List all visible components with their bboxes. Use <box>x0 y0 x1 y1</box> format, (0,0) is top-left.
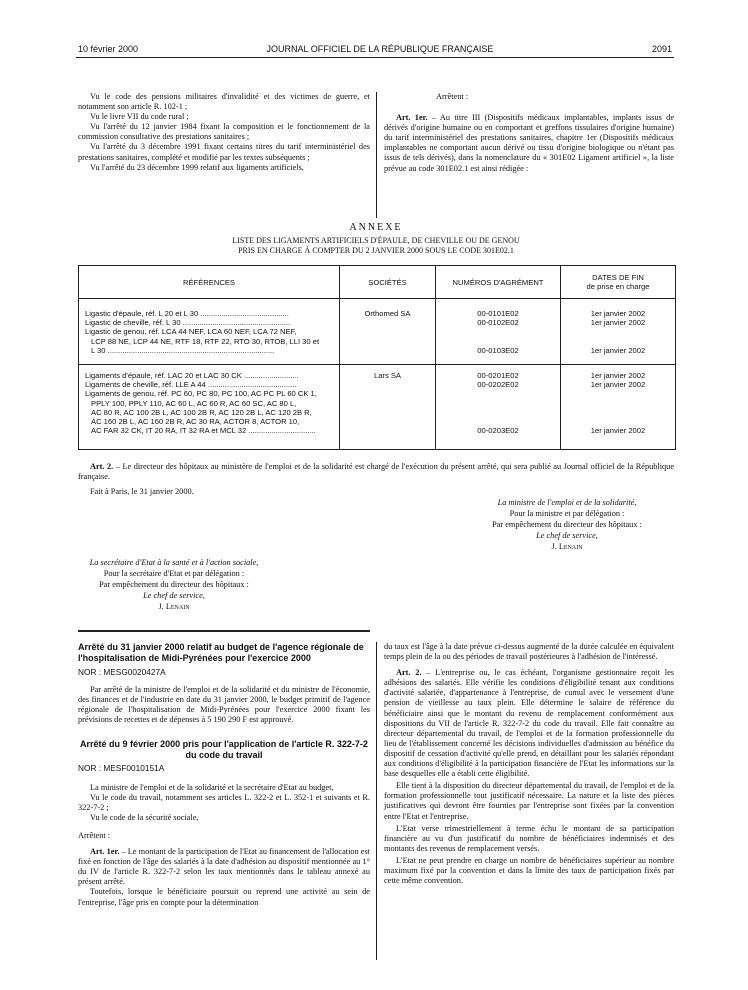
arrete2-article-2 <box>384 668 674 779</box>
visa-line: Vu le livre VII du code rural ; <box>90 112 189 122</box>
table-row <box>79 365 676 450</box>
top-right-article <box>384 92 674 174</box>
sig-left-line: La secrétaire d'Etat à la santé et à l'action sociale, <box>89 558 259 567</box>
paragraph: L'Etat verse trimestriellement à terme échu le montant de sa participation financière au vu d'un justificatif du nombre de bénéficiaires indemnisés et des montants des revenus de remplacement versés. <box>384 823 674 853</box>
bottom-left-column <box>78 642 370 908</box>
reference-line: Ligastic de genou, réf. LCA 44 NEF, LCA 60 NEF, LCA 72 NEF, <box>85 327 297 337</box>
top-left-visas <box>78 92 370 173</box>
arrete1-text: Par arrêté de la ministre de l'emploi et de la solidarité et du ministre de l'économie, des finances et de l'industrie en date du 31 janvier 2000, le budget primitif de l'agence régionale de l'hospitalisation de Midi-Pyrénées pour l'exercice 2000 fixant les prévisions de recettes et de dépenses à 5 190 290 F est approuvé. <box>78 685 370 725</box>
arrete2-vu2: Vu le code de la sécurité sociale, <box>90 812 199 822</box>
arrete1-nor: NOR : MESG0020427A <box>78 667 166 677</box>
annexe-subtitle-2: PRIS EN CHARGE À COMPTER DU 2 JANVIER 2000 SOUS LE CODE 301E02.1 <box>238 246 514 255</box>
arrete2-vu1: Vu le code du travail, notamment ses articles L. 322-2 et L. 352-1 et suivants et R. 322-7-2 ; <box>78 792 370 812</box>
reference-line: Ligaments de genou, réf. PC 60, PC 80, PC 100, AC PC PL 60 CK 1, <box>85 389 317 399</box>
dates-cell <box>561 365 676 450</box>
dates-cell <box>561 299 676 365</box>
section-separator-left <box>78 630 370 632</box>
reference-line: Ligastic d'épaule, réf. L 20 et L 30 .......................................... <box>85 309 289 318</box>
visa-line: Vu l'arrêté du 3 décembre 1991 fixant certains titres du tarif interministériel des prestations sanitaires, complété et modifié par les textes subséquents ; <box>78 142 370 162</box>
numero: 00-0103E02 <box>477 345 519 355</box>
paragraph: Elle tient à la disposition du directeur départemental du travail, de l'emploi et de la formation professionnelle tout justificatif nécessaire. La nature et la liste des pièces justificatives qui devront être fournies par l'entreprise sont fixées par la convention entre l'Etat et l'entreprise. <box>384 781 674 821</box>
sig-right-line: Par empêchement du directeur des hôpitaux : <box>492 520 642 529</box>
arrete2-title: Arrêté du 9 février 2000 pris pour l'application de l'article R. 322-7-2 du code du travail <box>80 739 368 760</box>
col-header-numeros: NUMÉROS D'AGRÉMENT <box>436 266 561 299</box>
reference-line: PPLY 100, PPLY 110, AC 60 L, AC 60 R, AC 60 SC, AC 80 L, <box>91 398 297 408</box>
date-fin: 1er janvier 2002 <box>590 345 646 355</box>
reference-line: AC 160 2B L, AC 160 2B R, AC 30 RA, ACTOR 8, ACTOR 10, <box>91 416 300 426</box>
arrete2-art1-text-2: Toutefois, lorsque le bénéficiaire poursuit ou reprend une activité au sein de l'entreprise, l'âge pris en compte pour la détermination <box>78 887 370 907</box>
art1-label: Art. 1er. <box>396 113 428 123</box>
numero: 00-0201E02 <box>477 371 519 380</box>
sig-left-line: Par empêchement du directeur des hôpitaux : <box>99 580 249 589</box>
article-1 <box>384 113 674 174</box>
reference-line: Ligastic de cheville, réf. L 30 ................................................... <box>85 318 291 328</box>
reference-line: AC FAR 32 CK, IT 20 RA, IT 32 RA et MCL 32 ................................ <box>91 426 316 436</box>
annexe-title: ANNEXE <box>349 222 403 233</box>
reference-line: LCP 88 NE, LCP 44 NE, RTF 18, RTF 22, RTO 30, RTOB, LLI 30 et <box>91 336 320 346</box>
arrete2-nor: NOR : MESF0010151A <box>78 763 165 774</box>
column-divider-bottom <box>376 642 377 960</box>
date-fin: 1er janvier 2002 <box>590 426 646 436</box>
arrete1-title: Arrêté du 31 janvier 2000 relatif au budget de l'agence régionale de l'hospitalisation de Midi-Pyrénées pour l'exercice 2000 <box>78 642 364 663</box>
art1-text: – Au titre III (Dispositifs médicaux implantables, implants issus de dérivés d'origine humaine ou en comportant et greffons tissulaires d'origine humaine) du tarif interministériel des prestations sanitaires, chapitre 1er (Dispositifs médicaux implantables ne comportant aucun dérivé ou tissu d'origine biologique ou n'étant pas issus de tels dérivés), dans la nomenclature du « 301E02 Ligament artificiel », la liste prévue au code 301E02.1 est ainsi rédigée : <box>384 113 674 173</box>
reference-line: AC 80 R, AC 100 2B L, AC 100 2B R, AC 120 2B L, AC 120 2B R, <box>91 407 312 417</box>
arrete2-intro: La ministre de l'emploi et de la solidarité et la secrétaire d'Etat au budget, <box>90 782 334 792</box>
reference-line: L 30 ............................................................................... <box>91 345 275 355</box>
societe-name: Lars SA <box>373 371 401 380</box>
date-fin: 1er janvier 2002 <box>590 309 646 318</box>
references-cell <box>79 365 340 450</box>
annexe-subtitle-1: LISTE DES LIGAMENTS ARTIFICIELS D'ÉPAULE, DE CHEVILLE OU DE GENOU <box>232 236 520 245</box>
signature-right <box>460 497 674 552</box>
numero: 00-0202E02 <box>477 380 519 390</box>
sig-left-name: J. Lenain <box>158 602 190 611</box>
numeros-cell <box>436 299 561 365</box>
sig-left-line: Pour la secrétaire d'Etat et par délégation : <box>103 569 245 578</box>
sig-left-line: Le chef de service, <box>143 591 205 600</box>
bottom-right-column <box>384 642 674 886</box>
paragraph: L'Etat ne peut prendre en charge un nombre de bénéficiaires supérieur au nombre maximum fixé par la convention et dans la limite des taux de participation fixés par cette même convention. <box>384 855 674 886</box>
journal-title: JOURNAL OFFICIEL DE LA RÉPUBLIQUE FRANÇAISE <box>266 44 494 54</box>
date-fin: 1er janvier 2002 <box>590 380 646 390</box>
societe-cell <box>340 299 436 365</box>
article-2 <box>78 462 674 482</box>
column-divider-top <box>376 92 377 218</box>
visa-line: Vu l'arrêté du 12 janvier 1984 fixant la composition et le fonctionnement de la commission consultative des prestations sanitaires ; <box>78 122 370 142</box>
societe-cell <box>340 365 436 450</box>
societe-name: Orthomed SA <box>364 309 411 318</box>
visa-line: Vu l'arrêté du 23 décembre 1999 relatif aux ligaments artificiels, <box>90 162 304 172</box>
sig-right-line: La ministre de l'emploi et de la solidarité, <box>497 498 637 507</box>
art2-text: – Le directeur des hôpitaux au ministère de l'emploi et de la solidarité est chargé de l'exécution du présent arrêté, qui sera publié au Journal officiel de la République française. <box>78 462 675 482</box>
sig-right-name: J. Lenain <box>551 542 583 551</box>
references-cell <box>79 299 340 365</box>
arrete2-article-1 <box>78 847 370 887</box>
numeros-cell <box>436 365 561 450</box>
art2-label: Art. 2. <box>90 462 114 471</box>
table-row <box>79 299 676 365</box>
page-number: 2091 <box>651 44 672 54</box>
signature-left <box>56 557 292 612</box>
arrete2-art1-label: Art. 1er. <box>90 847 120 857</box>
header-date: 10 février 2000 <box>78 44 139 54</box>
dates-header-line2: de prise en charge <box>586 282 650 291</box>
reference-line: Ligaments d'épaule, réf. LAC 20 et LAC 30 CK .......................... <box>85 371 299 380</box>
article-2-block <box>78 462 674 497</box>
col-header-societes: SOCIÉTÉS <box>340 266 436 299</box>
arrete2-art2-label: Art. 2. <box>396 668 422 678</box>
numero: 00-0102E02 <box>477 318 519 328</box>
reference-line: Ligaments de cheville, réf. LLE A 44 .......................................... <box>85 380 297 390</box>
fait-a-paris: Fait à Paris, le 31 janvier 2000. <box>90 487 194 497</box>
header-rule <box>76 57 674 58</box>
sig-right-line: Pour la ministre et par délégation : <box>509 509 625 518</box>
sig-right-line: Le chef de service, <box>536 531 598 540</box>
numero: 00-0203E02 <box>477 426 519 436</box>
ligaments-table <box>78 265 676 450</box>
arrete2-art2-text: – L'entreprise ou, le cas échéant, l'organisme gestionnaire reçoit les adhésions des salariés. Elle vérifie les conditions d'éligibilité tenant aux conditions d'activité salariée, d'appartenance à l'entreprise, de cumul avec le versement d'une pension de vieillesse au taux plein. Elle détermine le salaire de référence du bénéficiaire ainsi que le montant du revenu de remplacement conformément aux dispositions du VII de l'article R. 322-7-2 du code du travail. Elle fait connaître au directeur départemental du travail, de l'emploi et de la formation professionnelle du lieu de l'établissement concerné les décisions individuelles d'admission au bénéfice du dispositif de cessation d'activité qu'elle prend, en détaillant pour les salariés répondant aux conditions d'éligibilité à la participation financière de l'Etat les informations sur la base desquelles elle a établi cette éligibilité. <box>384 668 675 779</box>
arrete2-art1-text: – Le montant de la participation de l'Etat au financement de l'allocation est fixé en fonction de l'âge des salariés à la date d'adhésion au dispositif mentionnée au 1° du IV de l'article R. 322-7-2 selon les taux mentionnés dans le tableau annexé au présent arrêté. <box>78 847 370 887</box>
visa-line: Vu le code des pensions militaires d'invalidité et des victimes de guerre, et notamment son article R. 102-1 ; <box>78 92 370 112</box>
numero: 00-0101E02 <box>477 309 519 318</box>
arrete2-arretent: Arrêtent : <box>78 830 111 840</box>
dates-header-line1: DATES DE FIN <box>592 273 644 282</box>
arretent-label: Arrêtent : <box>436 92 469 101</box>
continued-paragraph: du taux est l'âge à la date prévue ci-dessus augmenté de la durée calculée en équivalent temps plein de la ou des périodes de travail postérieures à l'adhésion de l'intéressé. <box>384 642 674 662</box>
date-fin: 1er janvier 2002 <box>590 371 646 380</box>
col-header-references: RÉFÉRENCES <box>79 266 340 299</box>
col-header-dates <box>561 266 676 299</box>
date-fin: 1er janvier 2002 <box>590 318 646 328</box>
